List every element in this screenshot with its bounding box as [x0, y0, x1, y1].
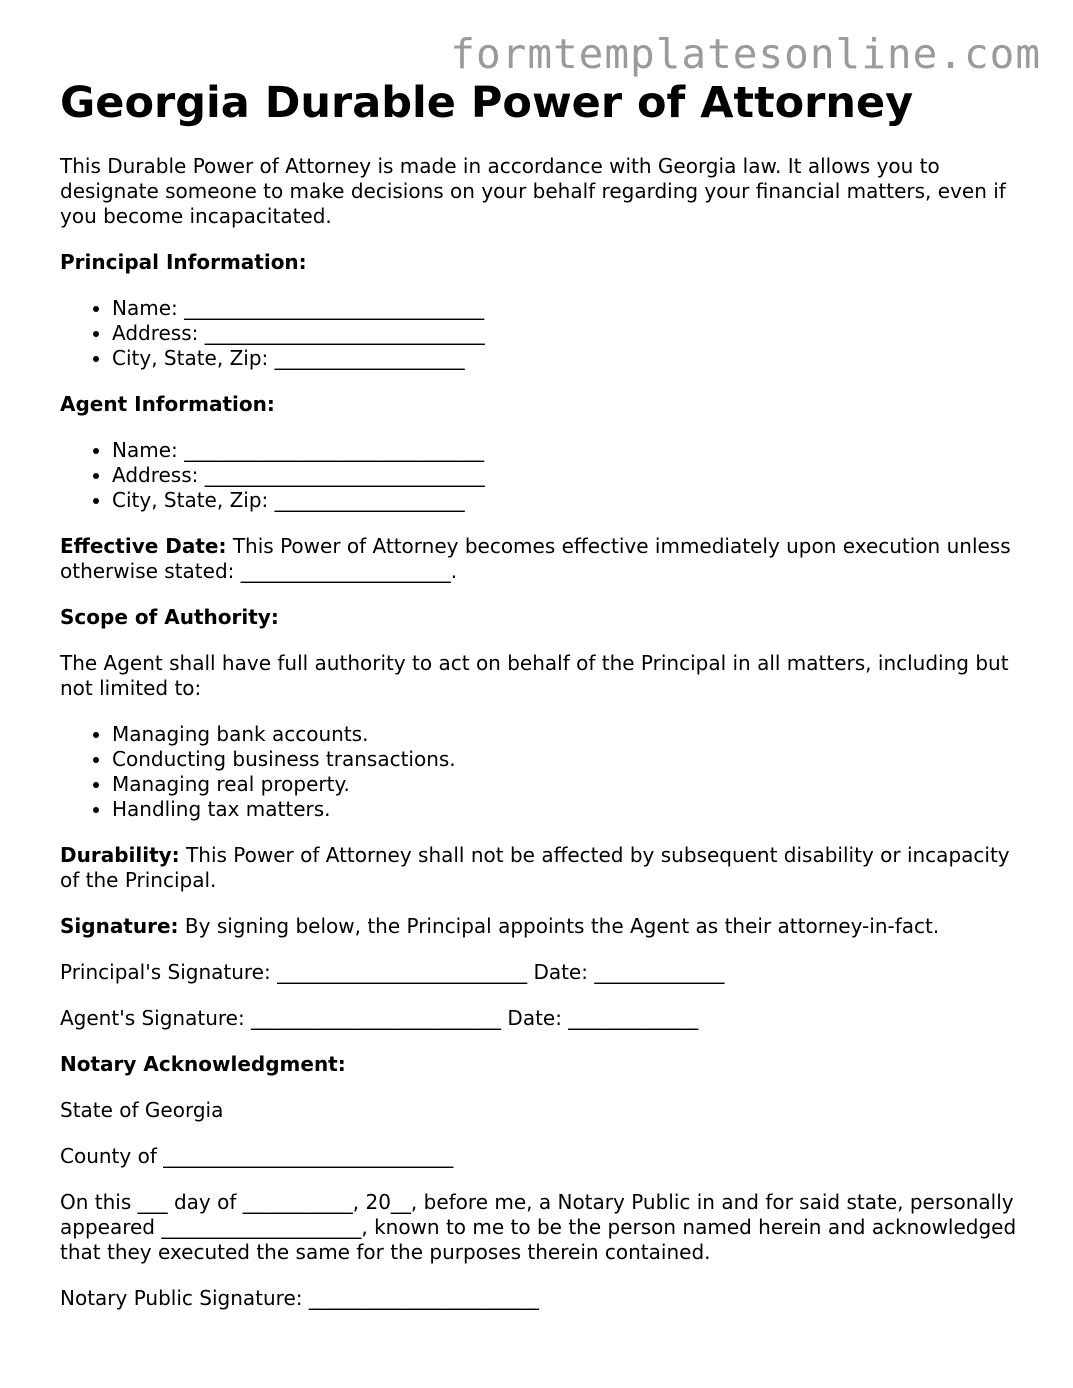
document-title: Georgia Durable Power of Attorney	[60, 78, 914, 128]
agent-fields-list	[60, 438, 1020, 513]
principal-fields-list	[60, 296, 1020, 371]
principal-address-field: • Address: ____________________________	[112, 321, 1020, 346]
agent-city-state-zip-field: • City, State, Zip: ___________________	[112, 488, 1020, 513]
document-body	[60, 154, 1020, 1332]
scope-item: • Conducting business transactions.	[112, 747, 1020, 772]
scope-item: • Handling tax matters.	[112, 797, 1020, 822]
effective-date-label: Effective Date:	[60, 534, 227, 558]
durability-label: Durability:	[60, 843, 180, 867]
agent-heading: Agent Information:	[60, 392, 275, 416]
notary-heading: Notary Acknowledgment:	[60, 1052, 346, 1076]
agent-name-field: • Name: ______________________________	[112, 438, 1020, 463]
notary-county-line: County of _____________________________	[60, 1144, 454, 1168]
effective-date-paragraph	[60, 534, 1020, 584]
agent-address-field: • Address: ____________________________	[112, 463, 1020, 488]
durability-paragraph	[60, 843, 1020, 893]
scope-item: • Managing real property.	[112, 772, 1020, 797]
notary-body-paragraph: On this ___ day of ___________, 20__, before me, a Notary Public in and for said state, personally appeared ____________________, known to me to be the person named herein and acknowledged that they executed the same for the purposes therein contained.	[60, 1190, 1017, 1264]
principal-heading: Principal Information:	[60, 250, 307, 274]
notary-signature-line: Notary Public Signature: _______________________	[60, 1286, 539, 1310]
signature-text: By signing below, the Principal appoints the Agent as their attorney-in-fact.	[178, 914, 940, 938]
durability-text: This Power of Attorney shall not be affected by subsequent disability or incapacity of the Principal.	[60, 843, 1010, 892]
scope-item: • Managing bank accounts.	[112, 722, 1020, 747]
watermark-text: formtemplatesonline.com	[450, 30, 1041, 78]
agent-signature-line: Agent's Signature: _________________________ Date: _____________	[60, 1006, 699, 1030]
intro-paragraph: This Durable Power of Attorney is made in accordance with Georgia law. It allows you to designate someone to make decisions on your behalf regarding your financial matters, even if you become incapacitated.	[60, 154, 1006, 228]
principal-signature-line: Principal's Signature: _________________________ Date: _____________	[60, 960, 725, 984]
principal-city-state-zip-field: • City, State, Zip: ___________________	[112, 346, 1020, 371]
effective-date-text: This Power of Attorney becomes effective immediately upon execution unless otherwise stated: _____________________.	[60, 534, 1011, 583]
scope-heading: Scope of Authority:	[60, 605, 279, 629]
signature-paragraph	[60, 914, 1020, 939]
scope-list	[60, 722, 1020, 822]
principal-name-field: • Name: ______________________________	[112, 296, 1020, 321]
notary-state: State of Georgia	[60, 1098, 224, 1122]
scope-paragraph: The Agent shall have full authority to act on behalf of the Principal in all matters, including but not limited to:	[60, 651, 1009, 700]
signature-label: Signature:	[60, 914, 179, 938]
